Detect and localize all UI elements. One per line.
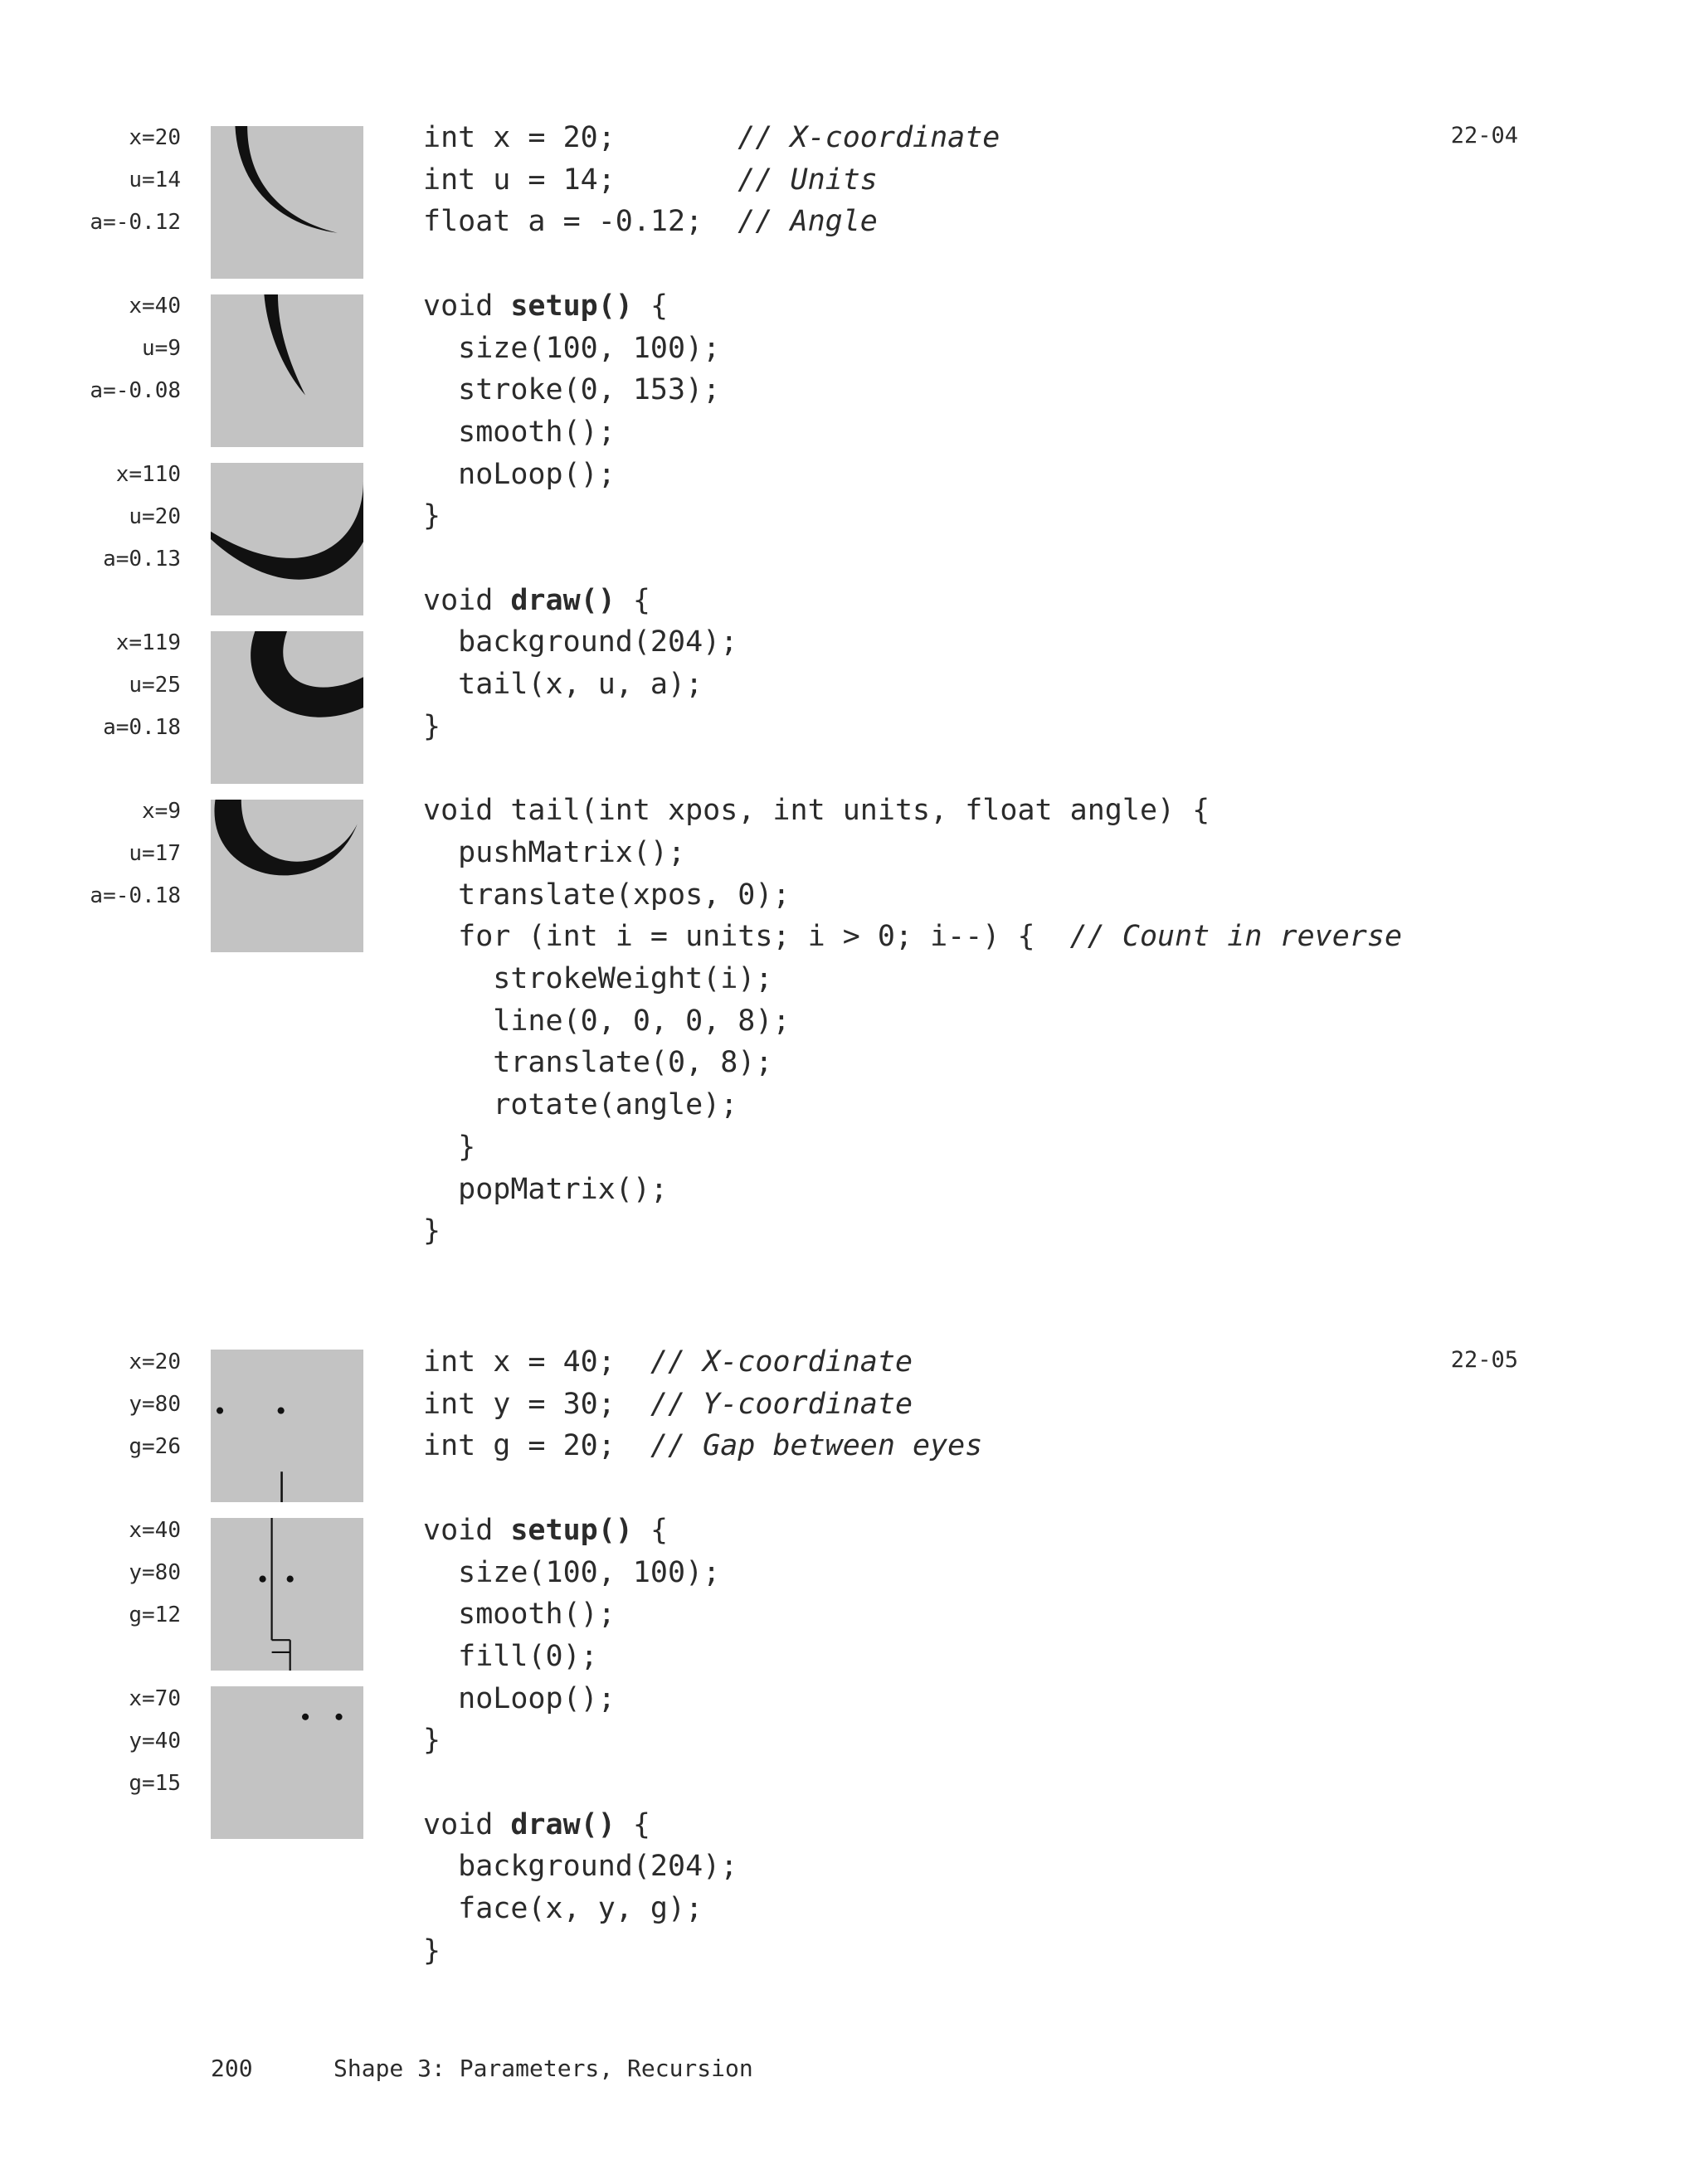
code-line: rotate(angle); bbox=[423, 1088, 738, 1122]
code-line: fill(0); bbox=[423, 1639, 598, 1673]
code-line: int y = 30; // Y-coordinate bbox=[423, 1387, 913, 1421]
code-line: tail(x, u, a); bbox=[423, 668, 703, 702]
example-params-1: x=20 u=14 a=-0.12 bbox=[90, 125, 181, 235]
code-listing-22-05 bbox=[423, 1341, 982, 1972]
code-line: pushMatrix(); bbox=[423, 835, 686, 869]
code-line: int x = 20; // X-coordinate bbox=[423, 121, 1000, 154]
example-params-5: x=9 u=17 a=-0.18 bbox=[90, 799, 181, 908]
code-line: void setup() { bbox=[423, 289, 669, 323]
code-line: translate(xpos, 0); bbox=[423, 878, 791, 912]
code-line: smooth(); bbox=[423, 1598, 616, 1632]
face-render-3 bbox=[211, 1686, 363, 1839]
face-example-params-1: x=20 y=80 g=26 bbox=[129, 1350, 181, 1459]
code-line: } bbox=[423, 1933, 441, 1968]
page-number: 200 bbox=[211, 2055, 253, 2082]
code-line: stroke(0, 153); bbox=[423, 373, 721, 407]
code-line: } bbox=[423, 1724, 441, 1758]
code-line: line(0, 0, 0, 8); bbox=[423, 1004, 791, 1038]
code-line: void setup() { bbox=[423, 1513, 669, 1547]
tail-render-4 bbox=[211, 631, 363, 784]
code-line: background(204); bbox=[423, 625, 738, 659]
code-line: void tail(int xpos, int units, float angle) { bbox=[423, 794, 1210, 828]
face-example-params-3: x=70 y=40 g=15 bbox=[129, 1686, 181, 1796]
code-line: popMatrix(); bbox=[423, 1172, 669, 1206]
code-line: int g = 20; // Gap between eyes bbox=[423, 1429, 983, 1463]
code-line: int u = 14; // Units bbox=[423, 163, 878, 197]
chapter-title: Shape 3: Parameters, Recursion bbox=[333, 2055, 753, 2082]
tail-render-5 bbox=[211, 800, 363, 952]
code-line: face(x, y, g); bbox=[423, 1892, 703, 1926]
code-line: } bbox=[423, 1214, 441, 1248]
code-line: float a = -0.12; // Angle bbox=[423, 205, 878, 239]
code-line: } bbox=[423, 709, 441, 743]
code-line: void draw() { bbox=[423, 1807, 650, 1841]
listing-id-22-04: 22-04 bbox=[1450, 123, 1518, 148]
code-line: background(204); bbox=[423, 1850, 738, 1884]
tail-render-2 bbox=[211, 294, 363, 447]
listing-id-22-05: 22-05 bbox=[1450, 1347, 1518, 1373]
face-render-1 bbox=[211, 1350, 363, 1502]
code-line: for (int i = units; i > 0; i--) { // Count in reverse bbox=[423, 920, 1403, 954]
tail-render-3 bbox=[211, 463, 363, 615]
code-line: noLoop(); bbox=[423, 457, 616, 491]
code-line: translate(0, 8); bbox=[423, 1046, 773, 1080]
code-line: strokeWeight(i); bbox=[423, 962, 773, 996]
code-listing-22-04 bbox=[423, 117, 1402, 1253]
face-render-2 bbox=[211, 1518, 363, 1671]
example-params-3: x=110 u=20 a=0.13 bbox=[103, 462, 181, 572]
code-line: void draw() { bbox=[423, 583, 650, 617]
example-params-2: x=40 u=9 a=-0.08 bbox=[90, 294, 181, 403]
code-line: size(100, 100); bbox=[423, 331, 721, 365]
code-line: } bbox=[423, 1130, 476, 1164]
tail-render-1 bbox=[211, 126, 363, 279]
face-example-params-2: x=40 y=80 g=12 bbox=[129, 1518, 181, 1627]
example-params-4: x=119 u=25 a=0.18 bbox=[103, 630, 181, 740]
code-line: noLoop(); bbox=[423, 1681, 616, 1715]
code-line: smooth(); bbox=[423, 415, 616, 449]
code-line: size(100, 100); bbox=[423, 1555, 721, 1589]
code-line: int x = 40; // X-coordinate bbox=[423, 1345, 913, 1379]
code-line: } bbox=[423, 499, 441, 533]
